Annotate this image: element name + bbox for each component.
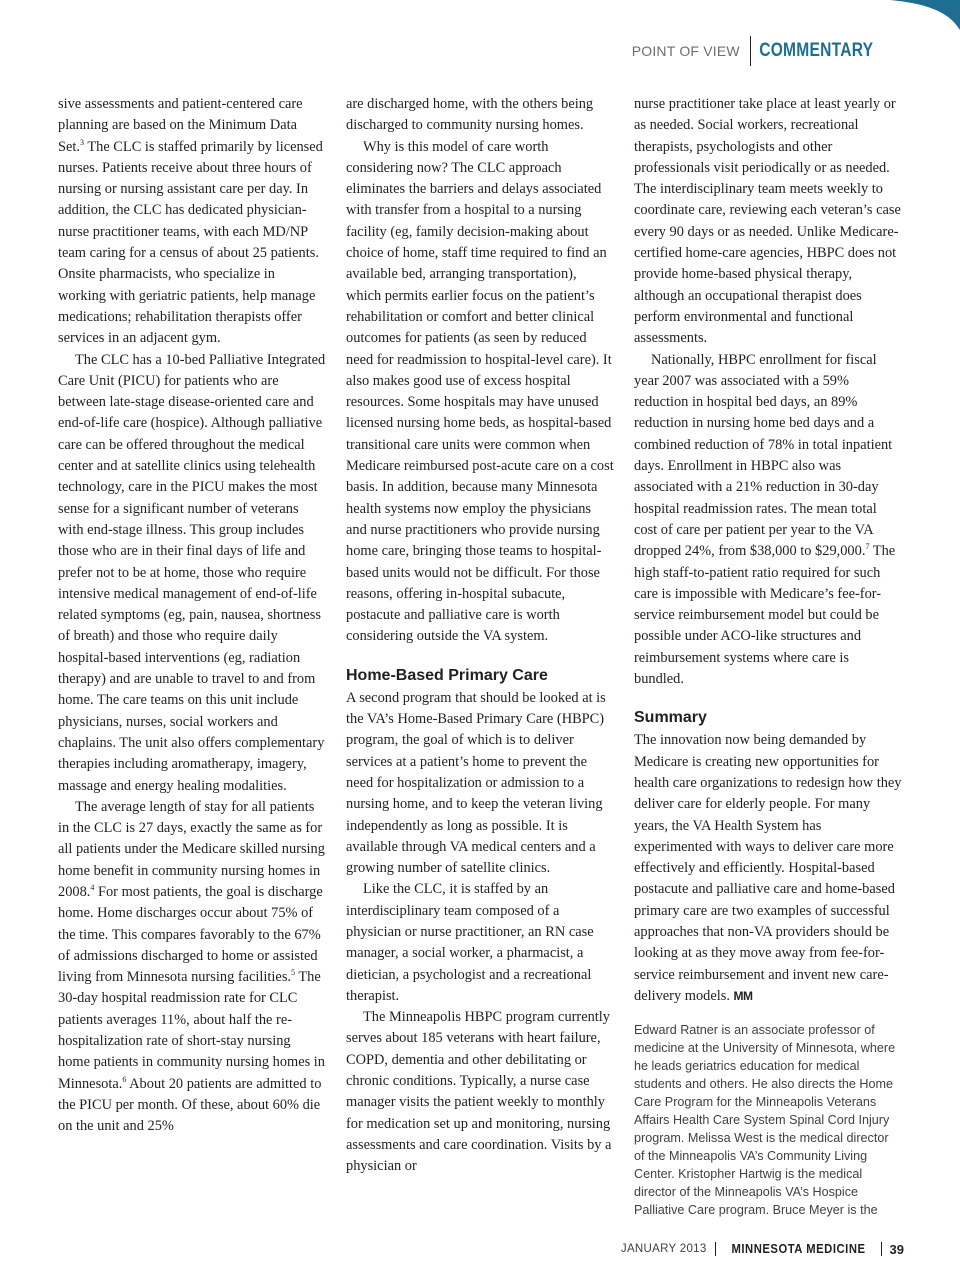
text-run: Nationally, HBPC enrollment for fiscal year 2007 was associated with a 59% reduction in hospital bed days, an 89% reduction in nursing home bed days and a combined reduction of 78% in total inpatient days. Enrollment in HBPC also was associated with a 21% reduction in 30-day hospital readmission rates. The mean total cost of care per patient per year to the VA dropped 24%, from $38,000 to $29,000. <box>634 351 893 560</box>
text-run: The high staff-to-patient ratio required for such care is impossible with Medicare’s fee-for-service reimbursement model but could be possible under ACO-like structures and reimbursement systems where care is bundled. <box>634 543 896 688</box>
paragraph: are discharged home, with the others being discharged to community nursing homes. <box>346 96 594 134</box>
footnote-ref: 4 <box>90 882 95 892</box>
text-run: sive assessments and patient-centered care planning are based on the Minimum Data Set. <box>58 96 303 155</box>
author-bio: Edward Ratner is an associate professor of medicine at the University of Minnesota, where he leads geriatrics education for medical students and others. He also directs the Home Care Program for the Minneapolis Veterans Affairs Health Care System Spinal Cord Injury program. Melissa West is the medical director of the Minneapolis VA’s Community Living Center. Kristopher Hartwig is the medical director of the Minneapolis VA’s Hospice Palliative Care program. Bruce Meyer is the <box>634 1023 896 1218</box>
paragraph: nurse practitioner take place at least yearly or as needed. Social workers, recreational therapists, psychologists and other professionals visit periodically or as needed. The interdisciplinary team meets weekly to coordinate care, reviewing each veteran’s case every 90 days or as needed. Unlike Medicare-certified home-care agencies, HBPC does not provide home-based physical therapy, although an occupational therapist does perform environmental and functional assessments. <box>634 96 901 347</box>
paragraph: Why is this model of care worth considering now? The CLC approach eliminates the barriers and delays associated with transfer from a hospital to a nursing facility (eg, family decision-making about choice of home, staff time required to find an available bed, arranging transportation), which permits earlier focus on the patient’s rehabilitation or comfort and better clinical outcomes for patients (as seen by reduced need for readmission to hospital-level care). It also makes good use of excess hospital resources. Some hospitals may have unused licensed nursing home beds, as hospital-based transitional care units were common when Medicare reimbursed post-acute care on a cost basis. In addition, because many Minnesota health systems now employ the physicians and nurse practitioners who provide nursing home care, bringing those teams to hospital-based units would not be difficult. For those reasons, offering in-hospital subacute, postacute and palliative care is worth considering outside the VA system. <box>346 138 614 645</box>
text-run: The 30-day hospital readmission rate for CLC patients averages 11%, about half the re-hospitalization rate of short-stay nursing home patients in community nursing homes in Minnesota. <box>58 969 325 1092</box>
footnote-ref: 5 <box>291 968 296 978</box>
text-run: For most patients, the goal is discharge home. Home discharges occur about 75% of the time. This compares favorably to the 67% of admissions discharged to home or assisted living from Minnesota nursing facilities. <box>58 883 323 986</box>
footer-divider <box>881 1242 882 1256</box>
footnote-ref: 3 <box>80 137 84 147</box>
paragraph <box>634 730 902 1007</box>
column-2 <box>346 94 614 1178</box>
page-number: 39 <box>889 1241 904 1257</box>
text-run: The CLC is staffed primarily by licensed nurses. Patients receive about three hours of nursing or nursing assistant care per day. In addition, the CLC has dedicated physician-nurse practitioner teams, with each MD/NP team caring for a census of about 25 patients. Onsite pharmacists, who specialize in working with geriatric patients, help manage medications; rehabilitation therapists offer services in an adjacent gym. <box>58 138 323 347</box>
footer-divider <box>715 1242 716 1256</box>
section-label: POINT OF VIEW <box>631 43 740 59</box>
text-run: The innovation now being demanded by Medicare is creating new opportunities for health care organizations to redesign how they deliver care for elderly people. For many years, the VA Health System has experimented with ways to deliver care more effectively and efficiently. Hospital-based postacute and palliative care and home-based primary care are two examples of successful approaches that non-VA providers should be looking at as they move away from fee-for-service reimbursement and invent new care-delivery models. <box>634 732 902 1004</box>
paragraph: The Minneapolis HBPC program currently serves about 185 veterans with heart failure, COPD, dementia and other debilitating or chronic conditions. Typically, a nurse case manager visits the patient weekly to monthly for medication set up and monitoring, nursing assessments and care coordination. Visits by a physician or <box>346 1009 612 1175</box>
page-footer <box>621 1240 904 1258</box>
end-mark: MM <box>733 988 753 1003</box>
paragraph: Like the CLC, it is staffed by an interdisciplinary team composed of a physician or nurse practitioner, an RN case manager, a social worker, a pharmacist, a dietician, a psychologist and a recreational therapist. <box>346 881 594 1004</box>
footnote-ref: 7 <box>865 542 870 552</box>
publication-name: MINNESOTA MEDICINE <box>730 1242 866 1256</box>
paragraph <box>58 94 326 350</box>
department-label: COMMENTARY <box>759 40 874 61</box>
section-heading: Summary <box>634 709 707 727</box>
paragraph <box>58 797 326 1138</box>
column-1 <box>58 94 326 1138</box>
text-run: About 20 patients are admitted to the PICU per month. Of these, about 60% die on the unit and 25% <box>58 1075 322 1135</box>
paragraph <box>634 350 902 691</box>
column-3 <box>634 94 902 1219</box>
corner-decoration <box>890 0 960 30</box>
footnote-ref: 6 <box>122 1074 127 1084</box>
text-run: The average length of stay for all patients in the CLC is 27 days, exactly the same as for all patients under the Medicare skilled nursing home benefit in community nursing homes in 2008. <box>58 798 325 900</box>
paragraph: The CLC has a 10-bed Palliative Integrated Care Unit (PICU) for patients who are between late-stage disease-oriented care and end-of-life care (hospice). Although palliative care can be offered throughout the medical center and at satellite clinics using telehealth technology, care in the PICU makes the most sense for a significant number of veterans with end-stage illness. This group includes those who are in their final days of life and prefer not to be at home, those who require intensive medical management of end-of-life related symptoms (eg, pain, nausea, shortness of breath) and those who require daily hospital-based interventions (eg, radiation therapy) and are unable to travel to and from home. The care teams on this unit include physicians, nurses, social workers and chaplains. The unit also offers complementary therapies including aromatherapy, imagery, massage and energy healing modalities. <box>58 351 326 794</box>
section-heading: Home-Based Primary Care <box>346 666 548 684</box>
running-header <box>632 36 900 66</box>
issue-date: JANUARY 2013 <box>620 1243 707 1255</box>
paragraph: A second program that should be looked at is the VA’s Home-Based Primary Care (HBPC) program, the goal of which is to deliver services at a patient’s home to prevent the need for hospitalization or admission to a nursing home, and to keep the veteran living independently as long as possible. It is available through VA medical centers and a growing number of satellite clinics. <box>346 689 606 877</box>
